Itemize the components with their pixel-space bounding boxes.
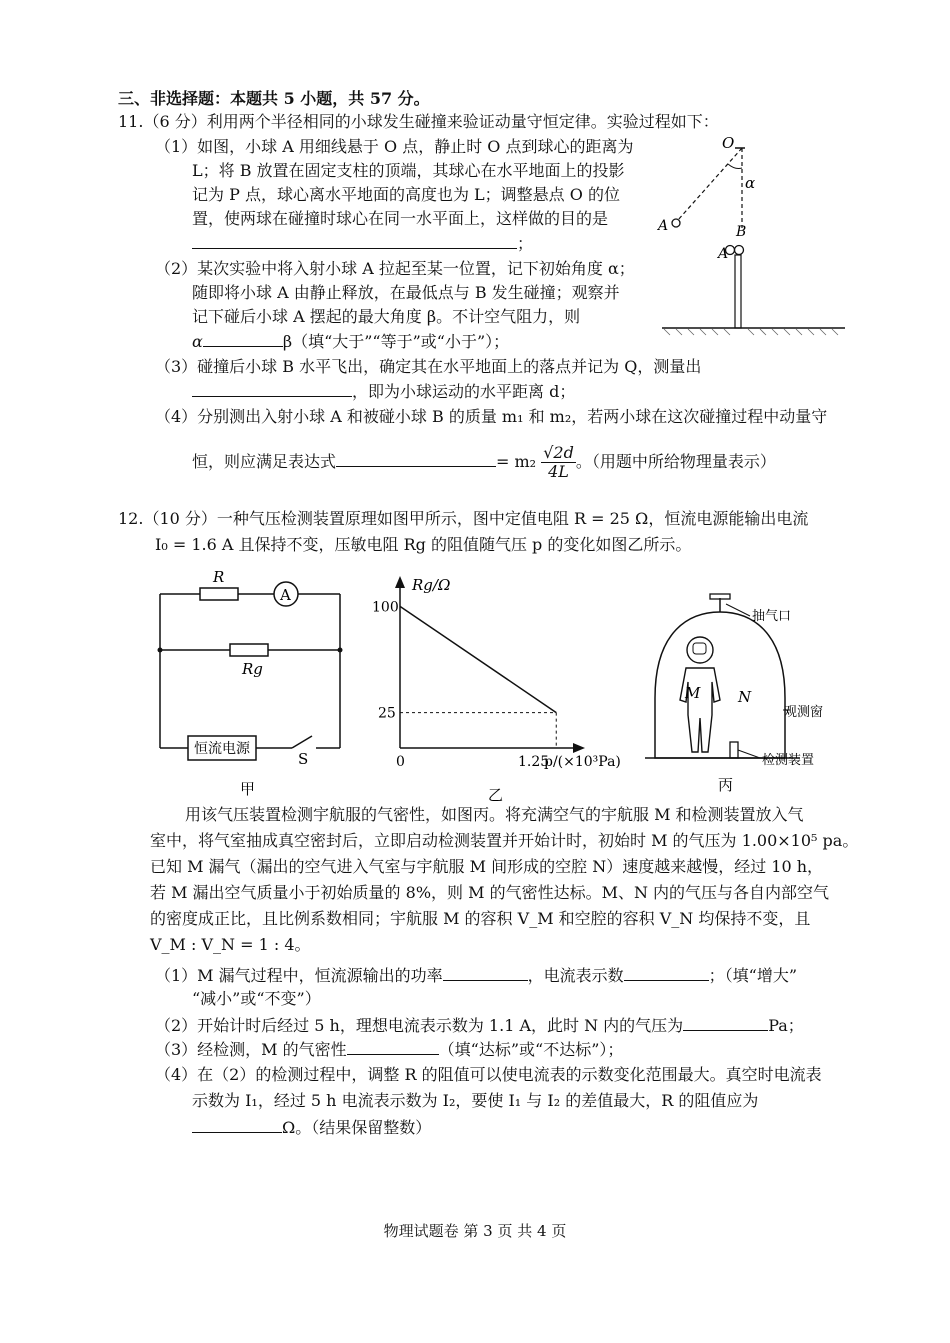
device-label: 检测装置 [762,753,815,768]
resistor-r [200,588,238,600]
switch-s [292,736,312,748]
fraction-numerator: √2d [543,443,574,462]
q11-p4-end: 。（用题中所给物理量表示） [575,452,776,471]
q11-p4-line1: （4）分别测出入射小球 A 和被碰小球 B 的质量 m₁ 和 m₂，若两小球在这次碰撞过程中动量守 [155,407,828,426]
x-axis-label: p/(×10³Pa) [544,754,621,770]
window-label: 观测窗 [784,705,824,720]
q12-intro-1: 12.（10 分）一种气压检测装置原理如图甲所示，图中定值电阻 R = 25 Ω，恒流电源能输出电流 [118,509,809,528]
q12-answer-current[interactable] [624,964,709,981]
q11-answer-blank-3[interactable] [192,380,352,397]
label-rg: Rg [242,660,263,678]
q12-sub1-a: （1）M 漏气过程中，恒流源输出的功率 [155,966,443,985]
q12-sub3-a: （3）经检测，M 的气密性 [155,1040,347,1059]
ball-a-raised [672,219,680,227]
q12-sub2-b: Pa； [768,1016,804,1035]
fraction-denominator: 4L [548,462,569,481]
q12-body-1: 用该气压装置检测宇航服的气密性，如图丙。将充满空气的宇航服 M 和检测装置放入气 [185,805,804,824]
outlet-label: 抽气口 [752,609,792,624]
q11-p3-line1: （3）碰撞后小球 B 水平飞出，确定其在水平地面上的落点并记为 Q，测量出 [155,357,702,376]
circuit-diagram [150,562,350,802]
q12-body-5: 的密度成正比，且比例系数相同；宇航服 M 的容积 V_M 和空腔的容积 V_N 均保持不变，且 [150,909,811,928]
q11-answer-blank-1[interactable] [192,232,517,249]
label-s: S [298,750,309,768]
label-o: O [722,134,735,152]
spacesuit-m [680,668,720,752]
alpha-symbol: α [192,332,203,351]
q11-p1-line2: L；将 B 放置在固定支柱的顶端，其球心在水平地面上的投影 [192,161,625,180]
q11-p2-line2: 随即将小球 A 由静止释放，在最低点与 B 发生碰撞；观察并 [192,283,620,302]
q11-answer-blank-2[interactable] [203,330,283,347]
q11-p4-lead: 恒，则应满足表达式 [192,452,337,471]
astronaut-helmet [687,637,713,663]
label-a-raised: A [658,218,669,234]
y-axis-label: Rg/Ω [412,576,451,594]
resistor-rg [230,644,268,656]
fraction [541,444,576,481]
source-label: 恒流电源 [194,741,250,757]
q11-intro: 11.（6 分）利用两个半径相同的小球发生碰撞来验证动量守恒定律。实验过程如下： [118,112,719,131]
q11-p1-line4: 置，使两球在碰撞时球心在同一水平面上，这样做的目的是 [192,209,609,228]
y-tick-25: 25 [378,705,396,722]
q11-p2-line3: 记下碰后小球 A 摆起的最大角度 β。不计空气阻力，则 [192,307,581,326]
section-header: 三、非选择题：本题共 5 小题，共 57 分。 [118,89,430,108]
ammeter-label: A [280,586,291,604]
caption-bing: 丙 [718,776,734,794]
q12-sub1-c: ；（填“增大” [708,966,798,985]
q11-answer-blank-4[interactable] [336,450,496,467]
origin-label: 0 [396,754,405,770]
q12-body-6: V_M : V_N = 1 : 4。 [150,935,311,954]
q12-answer-power[interactable] [443,964,528,981]
q11-p1-end: ； [517,234,534,253]
q12-sub3-b: （填“达标”或“不达标”）； [438,1040,624,1059]
q12-sub1-d: “减小”或“不变”） [192,989,321,1008]
q12-body-4: 若 M 漏出空气质量小于初始质量的 8%，则 M 的气密性达标。M、N 内的气压与各自内部空气 [150,883,830,902]
q12-body-3: 已知 M 漏气（漏出的空气进入气室与宇航服 M 间形成的空腔 N）速度越来越慢，经过 10 h， [150,857,824,876]
x-tick-1.25: 1.25 [518,754,550,770]
device-pointer [738,750,760,758]
q12-sub2-a: （2）开始计时后经过 5 h，理想电流表示数为 1.1 A，此时 N 内的气压为 [155,1016,684,1035]
q11-p2-line1: （2）某次实验中将入射小球 A 拉起至某一位置，记下初始角度 α； [155,259,635,278]
y-tick-100: 100 [372,599,399,616]
label-r: R [213,568,225,586]
ball-b [735,246,744,255]
detector-device [730,742,738,758]
label-m: M [685,684,701,702]
q12-body-2: 室中，将气室抽成真空密封后，立即启动检测装置并开始计时，初始时 M 的气压为 1.00×10⁵ pa。 [150,831,859,850]
caption-yi: 乙 [488,786,504,804]
q11-p1-line3: 记为 P 点，球心离水平地面的高度也为 L；调整悬点 O 的位 [192,185,620,204]
caption-jia: 甲 [240,780,256,798]
q12-sub1-b: ，电流表示数 [527,966,624,985]
q11-p3-end: ，即为小球运动的水平距离 d； [352,382,576,401]
page-footer: 物理试题卷 第 3 页 共 4 页 [383,1222,567,1240]
q11-p1-line1: （1）如图，小球 A 用细线悬于 O 点，静止时 O 点到球心的距离为 [155,137,634,156]
label-b: B [736,224,747,240]
label-a: A [718,246,729,262]
chamber-dome [655,612,785,758]
q12-sub4-end: Ω。（结果保留整数） [282,1118,432,1137]
q12-answer-airtight[interactable] [347,1038,439,1055]
data-series-line [400,606,556,712]
support-pillar [735,255,741,328]
q12-answer-resistance[interactable] [192,1116,282,1133]
q12-intro-2: I₀ = 1.6 A 且保持不变，压敏电阻 Rg 的阻值随气压 p 的变化如图乙所示。 [155,535,692,554]
q12-sub4-2: 示数为 I₁，经过 5 h 电流表示数为 I₂，要使 I₁ 与 I₂ 的差值最大，R 的阻值应为 [192,1091,759,1110]
q12-answer-pressure[interactable] [683,1014,768,1031]
rg-pressure-graph [360,568,630,808]
label-alpha: α [745,174,756,192]
q11-p4-eq: = m₂ [496,452,537,471]
q12-sub4-1: （4）在（2）的检测过程中，调整 R 的阻值可以使电流表的示数变化范围最大。真空时电流表 [155,1065,822,1084]
pendulum-figure [650,132,850,342]
chamber-figure [640,590,850,812]
label-n: N [738,688,752,706]
q11-p2-end: β（填“大于”“等于”或“小于”）； [282,332,510,351]
